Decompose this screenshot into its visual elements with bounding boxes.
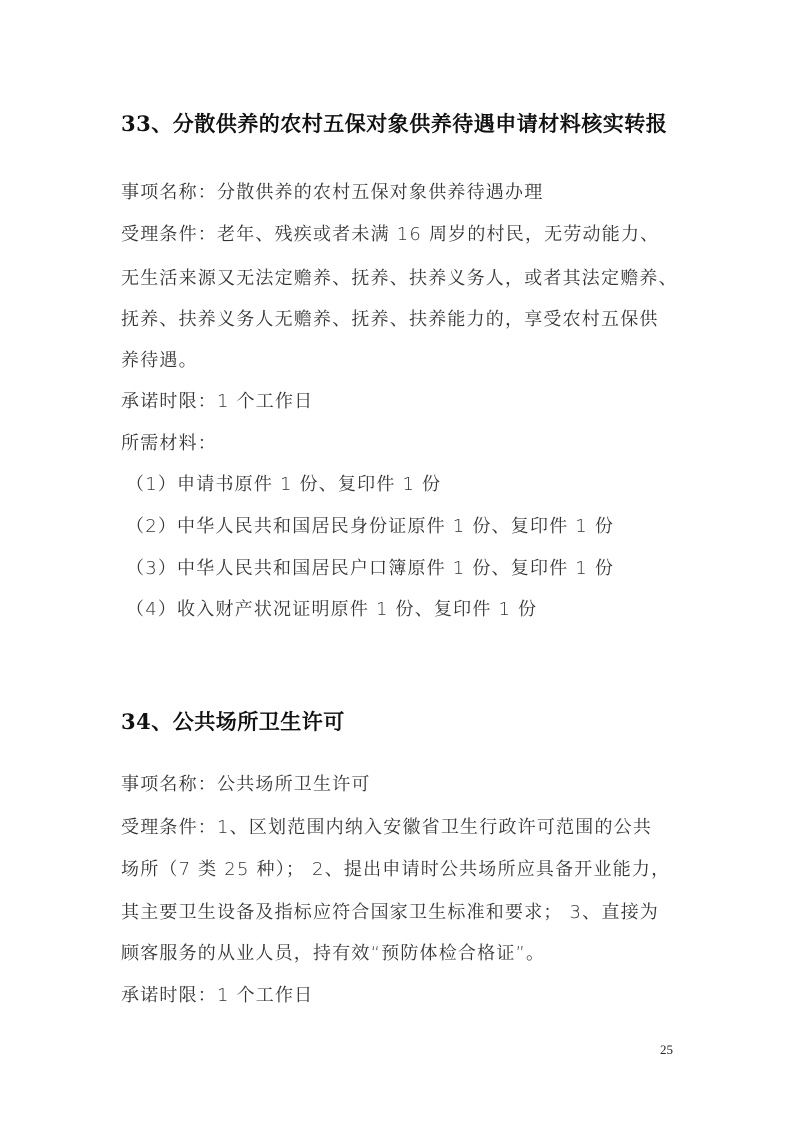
section-34-time-limit: 承诺时限：1 个工作日 [121,985,314,1006]
section-33-title: 33、分散供养的农村五保对象供养待遇申请材料核实转报 [121,111,668,136]
section-33-material-4: （4）收入财产状况证明原件 1 份、复印件 1 份 [126,599,538,620]
section-34-condition-line-1: 受理条件：1、区划范围内纳入安徽省卫生行政许可范围的公共 [121,817,653,838]
section-33-materials-label: 所需材料： [121,433,217,454]
section-34-title: 34、公共场所卫生许可 [121,709,345,734]
section-33-condition-line-1: 受理条件：老年、残疾或者未满 16 周岁的村民，无劳动能力、 [121,224,660,245]
section-34-condition-line-2: 场所（7 类 25 种）； 2、提出申请时公共场所应具备开业能力， [121,859,671,880]
section-33-item-name: 事项名称：分散供养的农村五保对象供养待遇办理 [121,182,544,203]
section-33-material-3: （3）中华人民共和国居民户口簿原件 1 份、复印件 1 份 [126,558,615,579]
section-33-time-limit: 承诺时限：1 个工作日 [121,391,314,412]
page-number: 25 [660,1042,673,1057]
section-33-material-2: （2）中华人民共和国居民身份证原件 1 份、复印件 1 份 [126,516,615,537]
section-34-item-name: 事项名称：公共场所卫生许可 [121,774,371,795]
section-33-condition-line-4: 养待遇。 [121,350,198,371]
section-34-condition-line-4: 顾客服务的从业人员，持有效“预防体检合格证”。 [121,943,546,964]
section-33-material-1: （1）申请书原件 1 份、复印件 1 份 [126,474,442,495]
section-33-condition-line-2: 无生活来源又无法定赡养、抚养、扶养义务人，或者其法定赡养、 [121,268,678,289]
section-33-condition-line-3: 抚养、扶养义务人无赡养、抚养、扶养能力的，享受农村五保供 [121,309,659,330]
section-34-condition-line-3: 其主要卫生设备及指标应符合国家卫生标准和要求； 3、直接为 [121,902,659,923]
